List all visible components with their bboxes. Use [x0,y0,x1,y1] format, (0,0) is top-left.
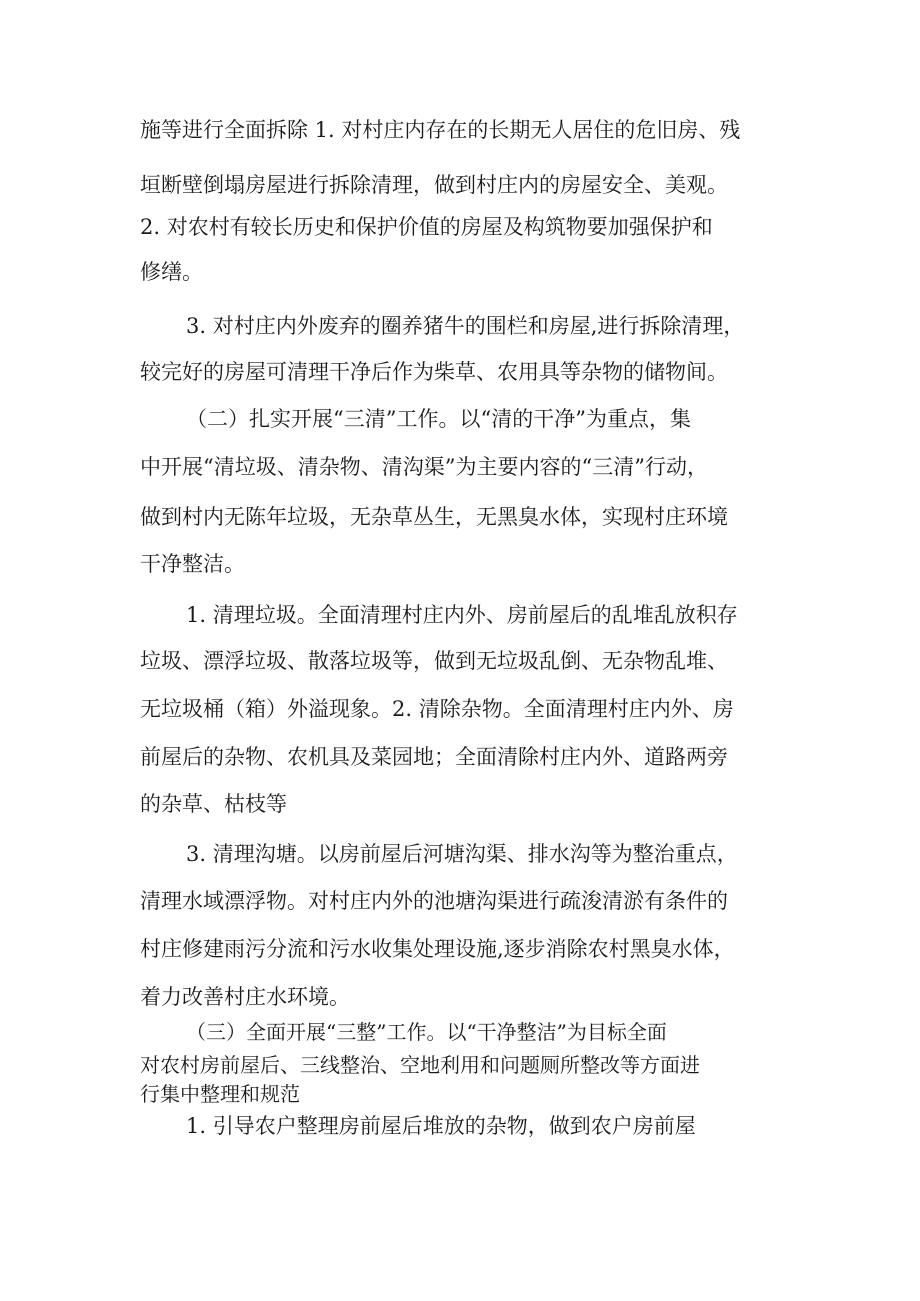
text-line: 清理水域漂浮物。对村庄内外的池塘沟渠进行疏浚清淤有条件的 [140,889,728,913]
text-line: 较完好的房屋可清理干净后作为柴草、农用具等杂物的储物间。 [140,360,728,384]
text-line: 施等进行全面拆除 1. 对村庄内存在的长期无人居住的危旧房、残 [140,118,741,142]
text-line: 干净整洁。 [140,552,245,576]
text-line: 修缮。 [140,260,203,284]
text-line: 垣断壁倒塌房屋进行拆除清理，做到村庄内的房屋安全、美观。 [140,173,728,197]
text-line: 做到村内无陈年垃圾，无杂草丛生，无黑臭水体，实现村庄环境 [140,505,728,529]
text-line: 1. 清理垃圾。全面清理村庄内外、房前屋后的乱堆乱放积存 [186,603,738,627]
text-line: 1. 引导农户整理房前屋后堆放的杂物，做到农户房前屋 [186,1114,696,1138]
text-line: 村庄修建雨污分流和污水收集处理设施,逐步消除农村黑臭水体， [140,937,735,961]
text-line: 3. 对村庄内外废弃的圈养猪牛的围栏和房屋,进行拆除清理， [186,314,745,338]
text-line: 2. 对农村有较长历史和保护价值的房屋及构筑物要加强保护和 [140,215,713,239]
text-line: 3. 清理沟塘。以房前屋后河塘沟渠、排水沟等为整治重点， [186,842,738,866]
section-heading: （二）扎实开展“三清”工作。以“清的干净”为重点，集 [186,407,691,431]
text-line: 着力改善村庄水环境。 [140,985,350,1009]
text-line: 无垃圾桶（箱）外溢现象。2. 清除杂物。全面清理村庄内外、房 [140,697,734,721]
section-heading: （三）全面开展“三整”工作。以“干净整洁”为目标全面 [186,1020,667,1044]
text-line: 的杂草、枯枝等 [140,792,287,816]
text-line: 垃圾、漂浮垃圾、散落垃圾等，做到无垃圾乱倒、无杂物乱堆、 [140,649,728,673]
text-line: 行集中整理和规范 [140,1082,300,1106]
text-line: 对农村房前屋后、三线整治、空地利用和问题厕所整改等方面进 [140,1053,700,1077]
text-line: 前屋后的杂物、农机具及菜园地；全面清除村庄内外、道路两旁 [140,745,728,769]
text-line: 中开展“清垃圾、清杂物、清沟渠”为主要内容的“三清”行动， [140,455,708,479]
